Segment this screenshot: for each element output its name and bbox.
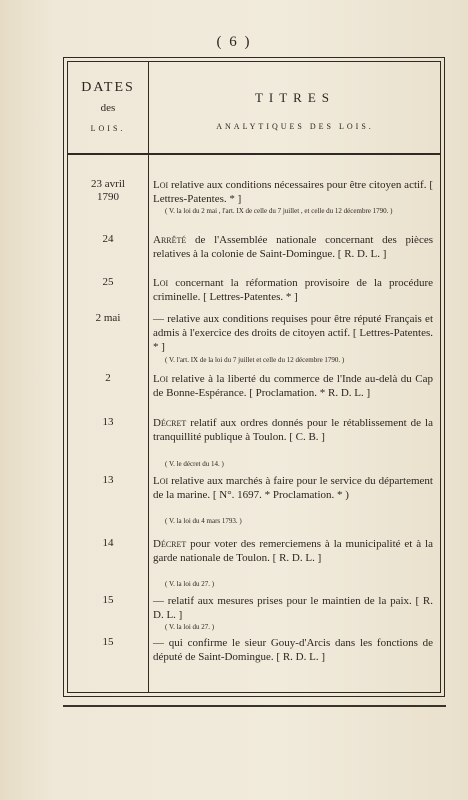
header-dates: DATES — [81, 80, 135, 95]
column-divider — [148, 61, 149, 693]
entry-text — [153, 636, 433, 664]
entry-date: 13 — [102, 474, 114, 486]
header-analytiques: ANALYTIQUES DES LOIS. — [216, 122, 374, 131]
entry-body: concernant la réformation provisoire de la procédure criminelle. [ Lettres-Patentes. * ] — [153, 277, 433, 303]
entry-lead: Loi — [153, 277, 169, 289]
entry-text — [153, 312, 433, 354]
entry-lead: Loi — [153, 475, 169, 487]
entry-body: relative aux conditions nécessaires pour être citoyen actif. [ Lettres-Patentes. * ] — [153, 179, 433, 205]
entry-date: 2 — [105, 372, 111, 384]
entry-lead: Décret — [153, 538, 187, 550]
entry-date: 25 — [102, 276, 114, 288]
page-number: ( 6 ) — [216, 34, 252, 50]
entry-body: de l'Assemblée nationale concernant des pièces relatives à la colonie de Saint-Domingue. [ R. D. L. ] — [153, 234, 433, 260]
entry-body: — qui confirme le sieur Gouy-d'Arcis dans les fonctions de député de Saint-Domingue. [ R. D. L. ] — [153, 637, 433, 663]
entry-lead: Décret — [153, 417, 187, 429]
header-lois: LOIS. — [90, 124, 126, 133]
entry-text — [153, 233, 433, 261]
entry-lead: Loi — [153, 179, 169, 191]
entry-text — [153, 178, 433, 206]
entry-text — [153, 416, 433, 444]
entry-body: — relative aux conditions requises pour être réputé Français et admis à l'exercice des droits de citoyen actif. [ Lettres-Patentes. * ] — [153, 313, 433, 353]
entry-date: 13 — [102, 416, 114, 428]
entry-body: — relatif aux mesures prises pour le maintien de la paix. [ R. D. L. ] — [153, 595, 433, 621]
entry-body: relative aux marchés à faire pour le service du département de la marine. [ N°. 1697. * Proclamation. * ) — [153, 475, 433, 501]
entry-body: relatif aux ordres donnés pour le rétablissement de la tranquillité publique à Toulon. [ C. B. ] — [153, 417, 433, 443]
entry-date: 23 avril 1790 — [91, 178, 125, 203]
entry-date: 2 mai — [95, 312, 121, 324]
entry-text — [153, 276, 433, 304]
entry-lead: Loi — [153, 373, 169, 385]
bottom-rule — [63, 705, 446, 707]
entry-note: ( V. la loi du 27. ) — [165, 580, 215, 588]
entry-date: 15 — [102, 594, 114, 606]
header-divider — [67, 153, 440, 155]
entry-body: pour voter des remerciemens à la municipalité et à la garde nationale de Toulon. [ R. D. L. ] — [153, 538, 433, 564]
header-des: des — [100, 102, 116, 114]
entry-body: relative à la liberté du commerce de l'Inde au-delà du Cap de Bonne-Espérance. [ Proclamation. * R. D. L. ] — [153, 373, 433, 399]
entry-note: ( V. la loi du 27. ) — [165, 623, 215, 631]
entry-text — [153, 474, 433, 502]
entry-date: 14 — [102, 537, 114, 549]
entry-date: 24 — [102, 233, 114, 245]
entry-note: ( V. le décret du 14. ) — [165, 460, 224, 468]
entry-note: ( V. l'art. IX de la loi du 7 juillet et celle du 12 décembre 1790. ) — [165, 356, 345, 364]
entry-note: ( V. la loi du 2 mai , l'art. IX de celle du 7 juillet , et celle du 12 décembre 1790. ) — [165, 207, 393, 215]
entry-lead: Arrêté — [153, 234, 187, 246]
entry-date: 15 — [102, 636, 114, 648]
header-titres: TITRES — [254, 90, 336, 105]
entry-note: ( V. la loi du 4 mars 1793. ) — [165, 517, 242, 525]
entry-text — [153, 372, 433, 400]
entry-text — [153, 594, 433, 622]
entry-text — [153, 537, 433, 565]
